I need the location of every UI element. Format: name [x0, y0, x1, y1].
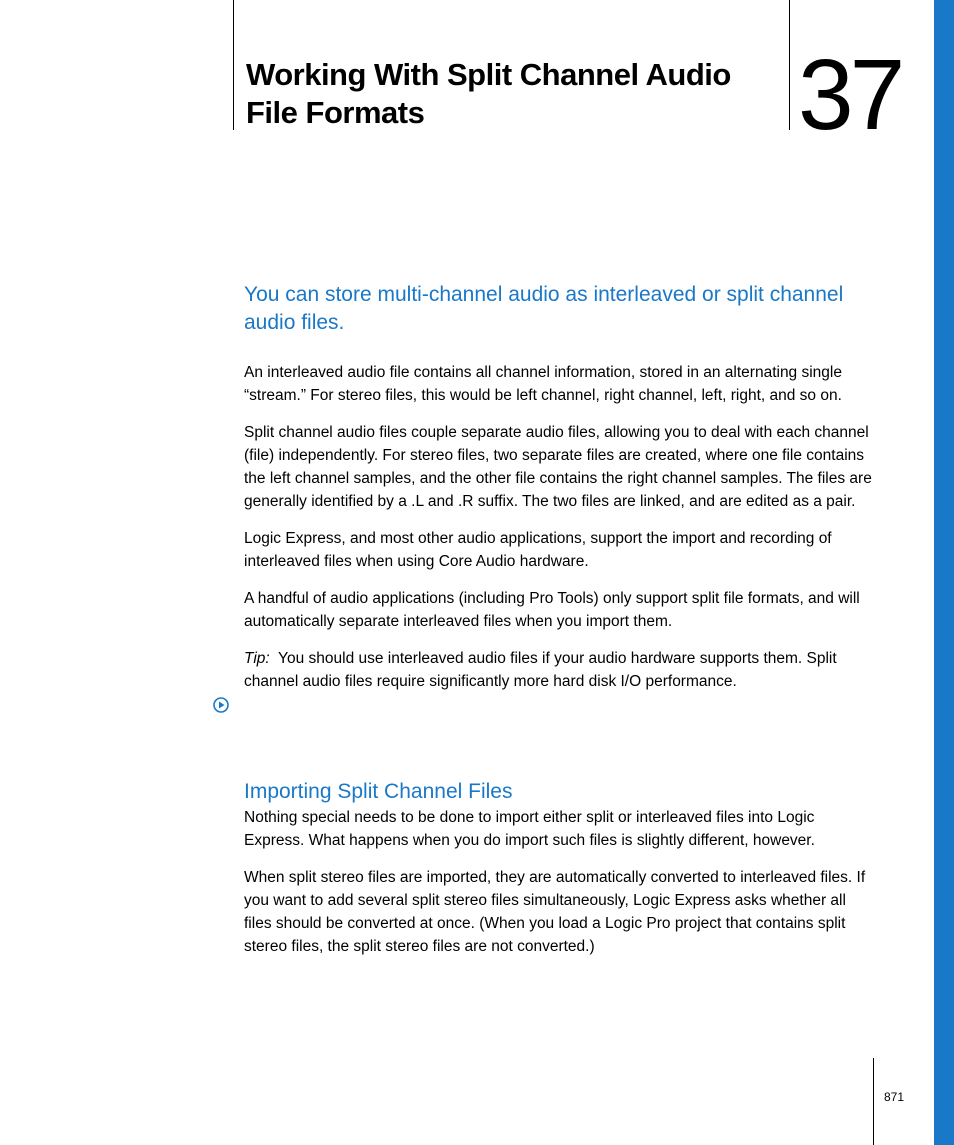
- tip-paragraph: [244, 647, 872, 693]
- section-paragraphs: [244, 806, 872, 972]
- paragraph: Split channel audio files couple separate audio files, allowing you to deal with each channel (file) independently. For stereo files, two separate files are created, where one file contains the left channel samples, and the other file contains the right channel samples. The files are generally identified by a .L and .R suffix. The two files are linked, and are edited as a pair.: [244, 424, 872, 510]
- chapter-title-line-2: File Formats: [246, 95, 425, 130]
- footer-rule: [873, 1058, 874, 1145]
- paragraph: Nothing special needs to be done to import either split or interleaved files into Logic Express. What happens when you do import such files is slightly different, however.: [244, 809, 815, 849]
- paragraph: Logic Express, and most other audio applications, support the import and recording of interleaved files when using Core Audio hardware.: [244, 530, 832, 570]
- chapter-side-bar: [934, 0, 954, 1145]
- tip-text: You should use interleaved audio files if your audio hardware supports them. Split channel audio files require significantly more hard disk I/O performance.: [244, 650, 837, 690]
- tip-label: Tip:: [244, 650, 270, 667]
- paragraph: When split stereo files are imported, they are automatically converted to interleaved files. If you want to add several split stereo files simultaneously, Logic Express asks whether all files should be converted at once. (When you load a Logic Pro project that contains split stereo files, the split stereo files are not converted.): [244, 869, 866, 955]
- chapter-number: 37: [798, 39, 902, 151]
- section-heading: Importing Split Channel Files: [244, 780, 513, 803]
- chapter-title: [246, 56, 776, 132]
- title-right-rule: [789, 0, 790, 130]
- page-number: 871: [884, 1090, 905, 1104]
- chapter-title-line-1: Working With Split Channel Audio: [246, 57, 731, 92]
- play-arrow-icon: [213, 697, 229, 713]
- paragraph: An interleaved audio file contains all channel information, stored in an alternating single “stream.” For stereo files, this would be left channel, right channel, left, right, and so on.: [244, 364, 842, 404]
- chapter-intro: You can store multi-channel audio as interleaved or split channel audio files.: [244, 283, 844, 334]
- title-left-rule: [233, 0, 234, 130]
- body-paragraphs: [244, 361, 872, 707]
- paragraph: A handful of audio applications (including Pro Tools) only support split file formats, and will automatically separate interleaved files when you import them.: [244, 590, 860, 630]
